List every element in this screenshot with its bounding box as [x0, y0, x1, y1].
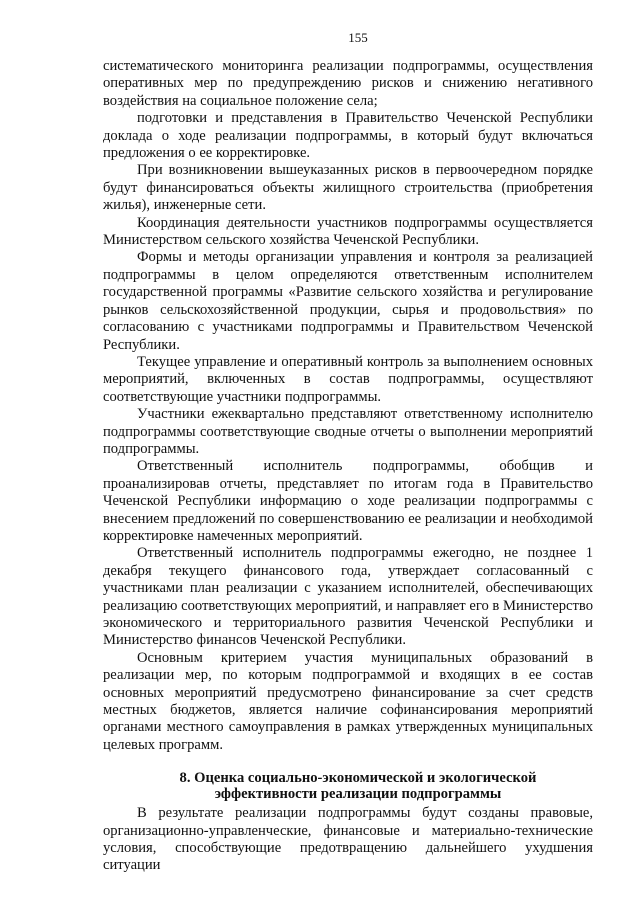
paragraph: В результате реализации подпрограммы будут созданы правовые, организационно-управленческие, финансовые и материально-технические условия, способствующие предотвращению дальнейшего ухудшения ситуации — [103, 805, 593, 874]
paragraph: Координация деятельности участников подпрограммы осуществляется Министерством сельского хозяйства Чеченской Республики. — [103, 214, 593, 249]
section-heading-line: эффективности реализации подпрограммы — [214, 786, 502, 803]
paragraph: Основным критерием участия муниципальных образований в реализации мер, по которым подпрограммой и входящих в ее состав основных мероприятий предусмотрено финансирование за счет средств местных бюджетов, является наличие софинансирования мероприятий органами местного самоуправления в рамках утвержденных муниципальных целевых программ. — [103, 649, 593, 753]
page-number: 155 — [348, 30, 368, 45]
paragraph: Ответственный исполнитель подпрограммы, обобщив и проанализировав отчеты, представляет по итогам года в Правительство Чеченской Республики информацию о ходе реализации подпрограммы с внесением предложений по совершенствованию ее реализации и необходимой корректировке намеченных мероприятий. — [103, 458, 593, 544]
paragraph: Формы и методы организации управления и контроля за реализацией подпрограммы в целом определяются ответственным исполнителем государственной программы «Развитие сельского хозяйства и регулирование рынков сельскохозяйственной продукции, сырья и продовольствия» по согласованию с участниками подпрограммы и Правительством Чеченской Республики. — [103, 249, 593, 353]
document-body — [103, 58, 593, 875]
paragraph: систематического мониторинга реализации подпрограммы, осуществления оперативных мер по предупреждению рисков и снижению негативного воздействия на социальное положение села; — [103, 58, 593, 109]
paragraph: Ответственный исполнитель подпрограммы ежегодно, не позднее 1 декабря текущего финансового года, утверждает согласованный с участниками план реализации с указанием исполнителей, обеспечивающих реализацию соответствующих мероприятий, и направляет его в Министерство экономического и территориального развития Чеченской Республики и Министерство финансов Чеченской Республики. — [103, 545, 593, 649]
paragraph: Участники ежеквартально представляют ответственному исполнителю подпрограммы соответствующие сводные отчеты о выполнении мероприятий подпрограммы. — [103, 406, 593, 457]
paragraph: При возникновении вышеуказанных рисков в первоочередном порядке будут финансироваться объекты жилищного строительства (приобретения жилья), инженерные сети. — [103, 162, 593, 214]
section-heading-line: 8. Оценка социально-экономической и экологической — [179, 770, 537, 787]
paragraph: подготовки и представления в Правительство Чеченской Республики доклада о ходе реализации подпрограммы, в который будут включаться предложения о ее корректировке. — [103, 110, 593, 162]
paragraph: Текущее управление и оперативный контроль за выполнением основных мероприятий, включенных в состав подпрограммы, осуществляют соответствующие участники подпрограммы. — [103, 353, 593, 405]
section-heading — [103, 770, 593, 802]
